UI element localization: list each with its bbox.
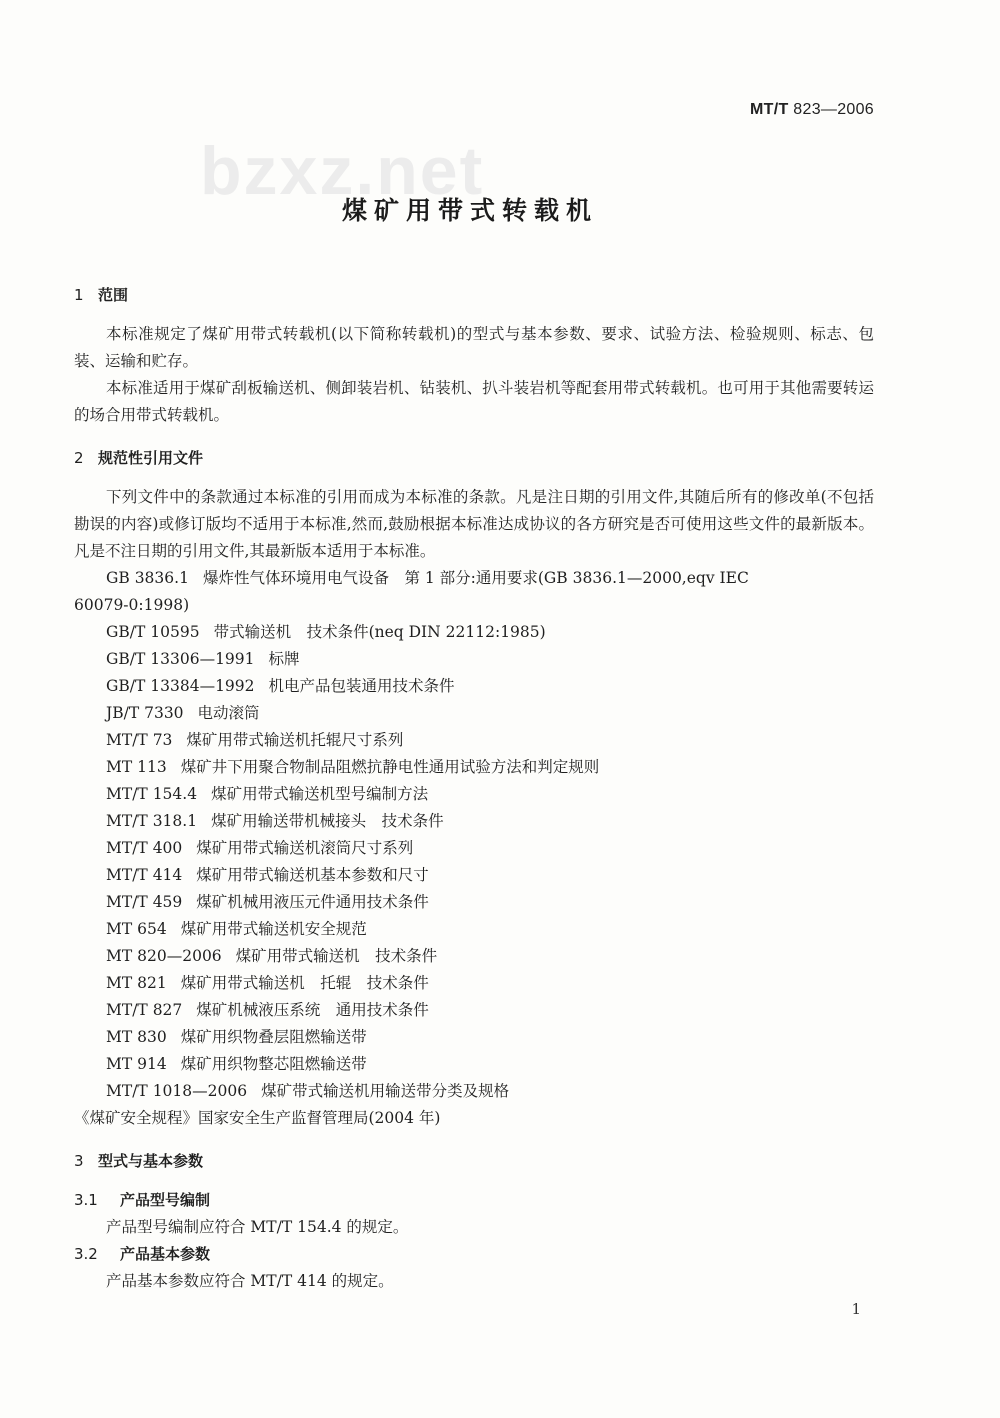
list-item <box>74 781 874 808</box>
section-1-heading <box>74 282 874 309</box>
reference-code: MT/T 73 <box>106 731 173 749</box>
reference-title: 煤矿机械液压系统 通用技术条件 <box>196 1001 429 1019</box>
reference-title: 煤矿用带式输送机 托辊 技术条件 <box>180 974 429 992</box>
reference-title: 爆炸性气体环境用电气设备 第 1 部分:通用要求(GB 3836.1—2000,eqv IEC <box>202 569 749 587</box>
reference-code: MT 821 <box>106 974 167 992</box>
reference-code: MT/T 1018—2006 <box>106 1082 248 1100</box>
standard-code: 823—2006 <box>788 101 874 118</box>
section-title: 范围 <box>98 286 129 304</box>
paragraph: 本标准适用于煤矿刮板输送机、侧卸装岩机、钻装机、扒斗装岩机等配套用带式转载机。也可用于其他需要转运的场合用带式转载机。 <box>74 379 874 424</box>
reference-code: JB/T 7330 <box>106 704 184 722</box>
list-item <box>74 727 874 754</box>
list-item <box>74 1051 874 1078</box>
reference-title: 煤矿用织物整芯阻燃输送带 <box>180 1055 367 1073</box>
subsection-title: 产品型号编制 <box>120 1191 211 1209</box>
list-item <box>74 565 874 619</box>
reference-code: GB/T 10595 <box>106 623 200 641</box>
list-item <box>74 808 874 835</box>
list-item <box>74 754 874 781</box>
reference-code: GB/T 13384—1992 <box>106 677 255 695</box>
page-number: 1 <box>851 1300 861 1318</box>
list-item <box>74 943 874 970</box>
paragraph: 产品基本参数应符合 MT/T 414 的规定。 <box>106 1272 394 1290</box>
reference-code: GB/T 13306—1991 <box>106 650 255 668</box>
reference-code: MT 820—2006 <box>106 947 222 965</box>
list-item <box>74 646 874 673</box>
subsection-3-2-heading <box>74 1241 874 1268</box>
section-2-heading <box>74 445 874 472</box>
list-item <box>74 619 874 646</box>
reference-code: MT 113 <box>106 758 167 776</box>
reference-code: MT/T 400 <box>106 839 183 857</box>
reference-title: 电动滚筒 <box>197 704 260 722</box>
watermark: bzxz.net <box>200 133 485 209</box>
list-item <box>74 970 874 997</box>
reference-title: 煤矿用带式输送机 技术条件 <box>235 947 438 965</box>
reference-code: MT/T 318.1 <box>106 812 198 830</box>
reference-title: 煤矿用带式输送机托辊尺寸系列 <box>186 731 404 749</box>
paragraph: 下列文件中的条款通过本标准的引用而成为本标准的条款。凡是注日期的引用文件,其随后所有的修改单(不包括勘误的内容)或修订版均不适用于本标准,然而,鼓励根据本标准达成协议的各方研究是否可使用这些文件的最新版本。凡是不注日期的引用文件,其最新版本适用于本标准。 <box>74 488 874 560</box>
reference-code: MT/T 459 <box>106 893 183 911</box>
reference-title: 煤矿井下用聚合物制品阻燃抗静电性通用试验方法和判定规则 <box>180 758 600 776</box>
reference-code: MT 914 <box>106 1055 167 1073</box>
reference-title: 煤矿用带式输送机型号编制方法 <box>211 785 429 803</box>
section-title: 规范性引用文件 <box>98 449 204 467</box>
reference-code: MT/T 154.4 <box>106 785 198 803</box>
standard-number <box>750 101 874 119</box>
subsection-title: 产品基本参数 <box>120 1245 211 1263</box>
list-item <box>74 916 874 943</box>
reference-code: MT 830 <box>106 1028 167 1046</box>
list-item <box>74 835 874 862</box>
reference-title: 标牌 <box>268 650 300 668</box>
section-number: 3 <box>74 1152 84 1170</box>
document-body <box>74 282 874 1295</box>
section-3-heading <box>74 1148 874 1175</box>
standard-prefix: MT/T <box>750 101 789 118</box>
reference-title: 煤矿机械用液压元件通用技术条件 <box>196 893 429 911</box>
list-item <box>74 1078 874 1105</box>
reference-code: MT/T 827 <box>106 1001 183 1019</box>
paragraph: 产品型号编制应符合 MT/T 154.4 的规定。 <box>106 1218 409 1236</box>
reference-list <box>74 565 874 1105</box>
reference-title: 煤矿用带式输送机基本参数和尺寸 <box>196 866 429 884</box>
reference-title: 带式输送机 技术条件(neq DIN 22112:1985) <box>213 623 546 641</box>
reference-title: 煤矿用带式输送机滚筒尺寸系列 <box>196 839 414 857</box>
list-item <box>74 889 874 916</box>
reference-code: MT/T 414 <box>106 866 183 884</box>
reference-title: 煤矿用织物叠层阻燃输送带 <box>180 1028 367 1046</box>
section-number: 2 <box>74 449 84 467</box>
list-item <box>74 1024 874 1051</box>
reference-title: 煤矿带式输送机用输送带分类及规格 <box>261 1082 510 1100</box>
reference-code: GB 3836.1 <box>106 569 189 587</box>
list-item <box>74 673 874 700</box>
list-item <box>74 862 874 889</box>
section-title: 型式与基本参数 <box>98 1152 204 1170</box>
reference-title: 机电产品包装通用技术条件 <box>268 677 455 695</box>
reference-title: 煤矿用带式输送机安全规范 <box>180 920 367 938</box>
reference-code: MT 654 <box>106 920 167 938</box>
list-item <box>74 997 874 1024</box>
reference-title-continuation: 60079-0:1998) <box>74 596 190 614</box>
list-item <box>74 700 874 727</box>
paragraph: 本标准规定了煤矿用带式转载机(以下简称转载机)的型式与基本参数、要求、试验方法、检验规则、标志、包装、运输和贮存。 <box>74 325 874 370</box>
section-number: 1 <box>74 286 84 304</box>
document-title: 煤矿用带式转载机 <box>341 196 598 225</box>
subsection-number: 3.2 <box>74 1245 98 1263</box>
reference-title: 煤矿用输送带机械接头 技术条件 <box>211 812 444 830</box>
subsection-number: 3.1 <box>74 1191 98 1209</box>
subsection-3-1-heading <box>74 1187 874 1214</box>
regulation-reference: 《煤矿安全规程》国家安全生产监督管理局(2004 年) <box>74 1109 441 1127</box>
